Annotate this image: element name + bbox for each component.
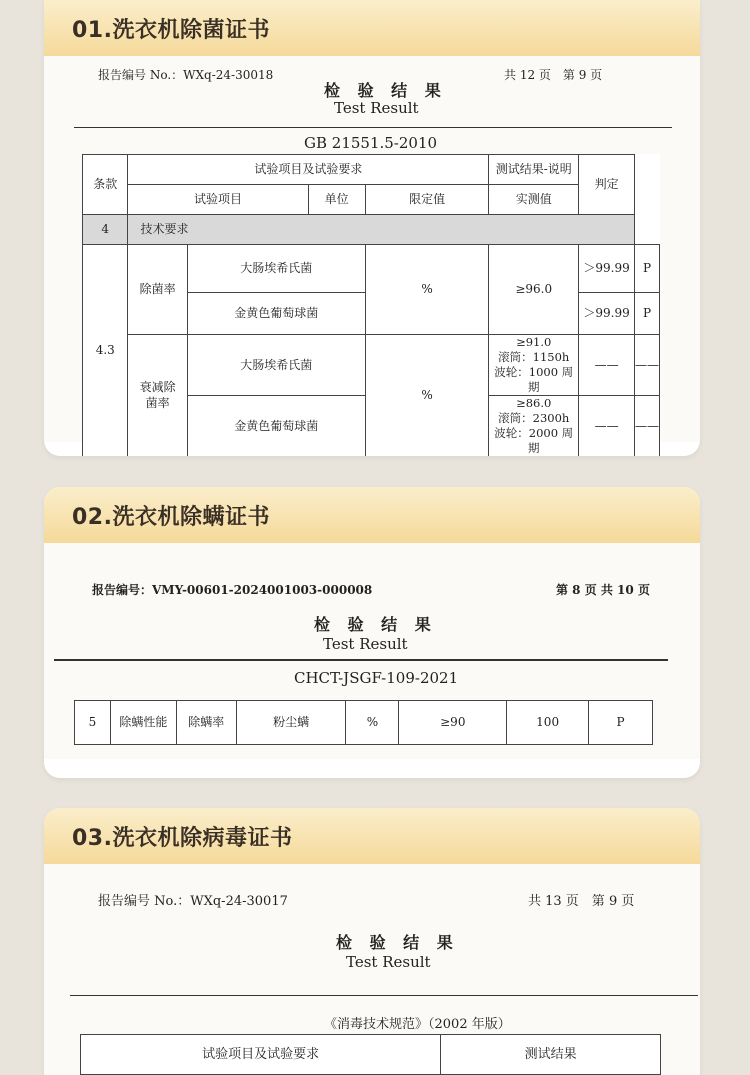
standard-code: 《消毒技术规范》（2002 年版） xyxy=(324,1017,511,1032)
judgement-cell: P xyxy=(589,701,653,745)
limit-line: 滚筒：1150h xyxy=(498,349,570,364)
result-title-en: Test Result xyxy=(323,635,408,653)
limit-cell xyxy=(489,335,579,396)
divider-line xyxy=(54,659,668,661)
card-heading: 01.洗衣机除菌证书 xyxy=(72,17,270,43)
measured-value: —— xyxy=(579,395,635,456)
group-label: 衰减除菌率 xyxy=(128,335,187,457)
header-measured: 实测值 xyxy=(489,185,579,215)
unit-cell: % xyxy=(365,245,488,335)
result-title-cn: 检 验 结 果 xyxy=(324,81,447,100)
divider-line xyxy=(70,995,698,996)
limit-line: 波轮：1000 周期 xyxy=(494,364,574,394)
page-info: 共 13 页 第 9 页 xyxy=(528,894,635,909)
card-header xyxy=(44,487,700,543)
test-item: 大肠埃希氏菌 xyxy=(187,245,365,293)
judgement-cell: —— xyxy=(635,335,660,396)
certificate-document xyxy=(44,864,700,1075)
certificate-document xyxy=(44,56,700,455)
test-item: 大肠埃希氏菌 xyxy=(187,335,365,396)
report-number: 报告编号：VMY-00601-2024001003-000008 xyxy=(92,583,373,597)
limit-line: ≥86.0 xyxy=(516,395,552,410)
certificate-card-virus-removal xyxy=(44,808,700,1075)
page-info: 共 12 页 第 9 页 xyxy=(504,68,603,82)
limit-cell: ≥96.0 xyxy=(489,245,579,335)
unit-cell: % xyxy=(365,335,488,457)
header-judgement: 判定 xyxy=(579,155,635,215)
result-title-cn: 检 验 结 果 xyxy=(314,615,437,634)
result-table xyxy=(74,700,653,745)
certificate-card-sterilization xyxy=(44,0,700,456)
limit-cell xyxy=(489,395,579,456)
page-info: 第 8 页 共 10 页 xyxy=(556,583,650,597)
standard-code: GB 21551.5-2010 xyxy=(304,134,438,152)
header-test-item: 试验项目 xyxy=(128,185,308,215)
clause-number: 5 xyxy=(75,701,111,745)
divider-line xyxy=(74,127,672,128)
card-header xyxy=(44,808,700,864)
judgement-cell: P xyxy=(635,293,660,335)
group-label: 除菌率 xyxy=(128,245,187,335)
limit-line: ≥91.0 xyxy=(516,335,552,349)
result-title-cn: 检 验 结 果 xyxy=(336,933,459,952)
header-test-group: 试验项目及试验要求 xyxy=(128,155,489,185)
header-test-group: 试验项目及试验要求 xyxy=(81,1035,441,1075)
judgement-cell: P xyxy=(635,245,660,293)
measured-value: —— xyxy=(579,335,635,396)
header-result-group: 测试结果-说明 xyxy=(489,155,579,185)
header-clause: 条款 xyxy=(83,155,128,215)
test-category: 除螨性能 xyxy=(110,701,176,745)
measured-value: ＞99.99 xyxy=(579,293,635,335)
clause-number: 4 xyxy=(83,215,128,245)
report-number: 报告编号 No.：WXq-24-30017 xyxy=(98,894,288,909)
card-heading: 02.洗衣机除螨证书 xyxy=(72,504,270,530)
certificate-document xyxy=(44,543,700,759)
test-item: 除螨率 xyxy=(176,701,236,745)
limit-line: 滚筒：2300h xyxy=(498,410,570,425)
report-number: 报告编号 No.：WXq-24-30018 xyxy=(98,68,274,82)
limit-line: 波轮：2000 周期 xyxy=(494,425,574,455)
measured-value: 100 xyxy=(507,701,589,745)
certificate-card-mite-removal xyxy=(44,487,700,778)
standard-code: CHCT-JSGF-109-2021 xyxy=(294,669,459,687)
judgement-cell: —— xyxy=(635,395,660,456)
measured-value: ＞99.99 xyxy=(579,245,635,293)
header-result: 测试结果 xyxy=(441,1035,661,1075)
result-table xyxy=(82,154,660,456)
header-unit: 单位 xyxy=(308,185,365,215)
result-title-en: Test Result xyxy=(334,99,419,117)
card-heading: 03.洗衣机除病毒证书 xyxy=(72,825,293,851)
test-item: 金黄色葡萄球菌 xyxy=(187,293,365,335)
section-label: 技术要求 xyxy=(128,215,635,245)
result-title-en: Test Result xyxy=(346,953,431,971)
test-subject: 粉尘螨 xyxy=(236,701,346,745)
unit-cell: % xyxy=(346,701,399,745)
header-limit: 限定值 xyxy=(365,185,488,215)
clause-number: 4.3 xyxy=(83,245,128,457)
test-item: 金黄色葡萄球菌 xyxy=(187,395,365,456)
card-header xyxy=(44,0,700,56)
limit-cell: ≥90 xyxy=(399,701,507,745)
result-table xyxy=(80,1034,661,1075)
